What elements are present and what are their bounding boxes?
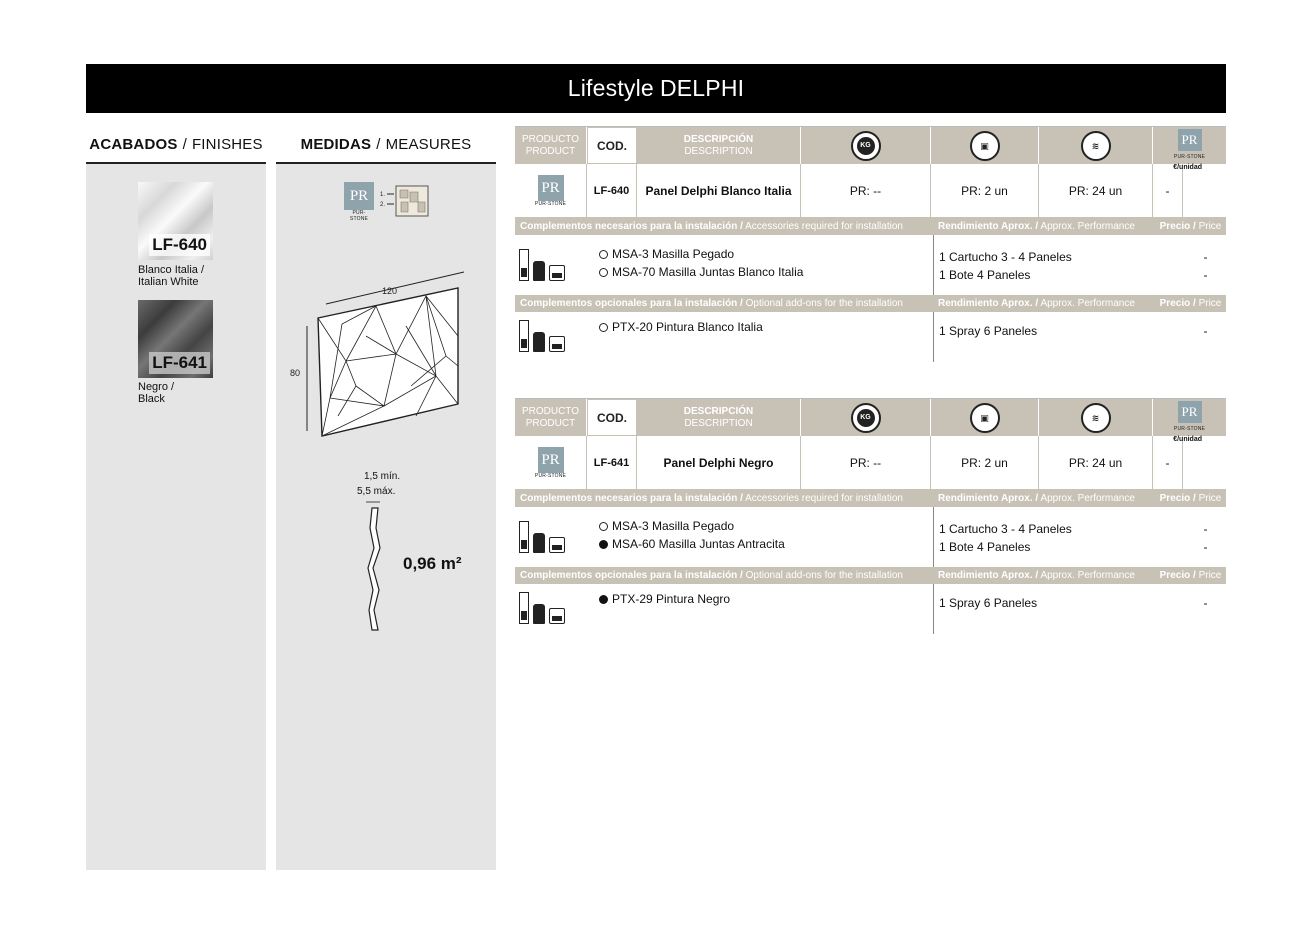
spray-icon: [533, 533, 545, 553]
product-pallet: PR: 24 un: [1039, 164, 1153, 217]
product-logo-cell: [515, 436, 587, 489]
radio-open-icon: [599, 522, 608, 531]
finish-swatch-white: [138, 182, 213, 260]
subheader-en: Approx. Performance: [1040, 221, 1135, 232]
callout-2: 2.: [380, 202, 386, 208]
required-subheader: [515, 218, 1226, 235]
pr-logo-icon: PR: [538, 447, 564, 473]
subheader-performance: [933, 221, 1155, 232]
paint-can-icon: [549, 537, 565, 553]
height-dimension: 80: [290, 368, 301, 378]
header-product-en: PRODUCT: [525, 145, 576, 157]
subheader-en: Approx. Performance: [1040, 493, 1135, 504]
subheader-es: Precio /: [1159, 221, 1196, 232]
list-item: [599, 590, 933, 608]
pr-logo-sub: PUR-STONE: [349, 210, 369, 222]
pr-logo-sub: PUR-STONE: [534, 200, 567, 207]
price-value: -: [1203, 324, 1208, 338]
subheader-performance: [933, 493, 1155, 504]
subheader-performance: [933, 298, 1155, 309]
measures-heading: [276, 126, 496, 164]
weight-icon-text: KG: [857, 137, 875, 155]
price-value: -: [1203, 268, 1208, 282]
pr-logo-sub: PUR-STONE: [1173, 153, 1206, 160]
product-code: LF-640: [587, 164, 637, 217]
price-value: -: [1203, 540, 1208, 554]
price-value: -: [1203, 596, 1208, 610]
product-price: -: [1153, 436, 1183, 489]
list-item: [599, 517, 933, 535]
radio-filled-icon: [599, 540, 608, 549]
header-weight: [801, 399, 931, 436]
cartridge-icon: [519, 521, 529, 553]
performance-value: 1 Bote 4 Paneles: [939, 268, 1031, 282]
performance-list: [933, 235, 1155, 295]
subheader-es: Precio /: [1159, 570, 1196, 581]
header-pallet: [1039, 127, 1153, 164]
header-weight: [801, 127, 931, 164]
accessory-name: MSA-60 Masilla Juntas Antracita: [612, 537, 785, 551]
subheader-price: [1155, 221, 1226, 232]
weight-icon: [851, 403, 881, 433]
heading-separator: /: [376, 135, 381, 153]
price-list: [1155, 235, 1226, 295]
subheader-en: Accessories required for installation: [745, 221, 903, 232]
thickness-max: 5,5 máx.: [357, 486, 396, 497]
optional-accessories: [515, 584, 1226, 634]
subheader-price: [1155, 570, 1226, 581]
product-row: [515, 164, 1226, 218]
pallet-icon: ≋: [1081, 403, 1111, 433]
header-product: [515, 127, 587, 164]
product-logo-cell: [515, 164, 587, 217]
subheader-es: Complementos opcionales para la instalación /: [520, 570, 743, 581]
required-accessories: [515, 235, 1226, 295]
finishes-heading-bold: ACABADOS: [89, 135, 178, 153]
subheader-es: Complementos opcionales para la instalación /: [520, 298, 743, 309]
subheader-en: Approx. Performance: [1040, 570, 1135, 581]
subheader-en: Price: [1198, 298, 1222, 309]
subheader-accessories: [515, 570, 933, 581]
optional-accessories: [515, 312, 1226, 362]
accessory-list: [599, 507, 933, 567]
performance-list: [933, 584, 1155, 634]
finish-label-line: Negro /: [138, 381, 175, 393]
performance-value: 1 Bote 4 Paneles: [939, 540, 1031, 554]
radio-open-icon: [599, 323, 608, 332]
empty-cell: [1183, 436, 1226, 489]
radio-open-icon: [599, 250, 608, 259]
empty-cell: [1183, 164, 1226, 217]
cartridge-icon: [519, 592, 529, 624]
profile-drawing: [360, 498, 390, 638]
weight-icon: [851, 131, 881, 161]
header-box: [931, 399, 1039, 436]
subheader-en: Price: [1198, 570, 1222, 581]
header-price: [1153, 399, 1226, 436]
radio-open-icon: [599, 268, 608, 277]
product-code: LF-641: [587, 436, 637, 489]
price-value: -: [1203, 250, 1208, 264]
page-title-bar: [86, 64, 1226, 113]
radio-filled-icon: [599, 595, 608, 604]
price-list: [1155, 312, 1226, 362]
product-price: -: [1153, 164, 1183, 217]
product-box: PR: 2 un: [931, 164, 1039, 217]
list-item: [599, 318, 933, 336]
table-header-row: [515, 126, 1226, 164]
title-light: Lifestyle: [567, 75, 654, 101]
weight-icon-text: KG: [857, 409, 875, 427]
subheader-es: Complementos necesarios para la instalación /: [520, 493, 743, 504]
callout-1: 1.: [380, 192, 386, 198]
finishes-heading: [86, 126, 266, 164]
product-weight: PR: --: [801, 436, 931, 489]
subheader-es: Rendimiento Aprox. /: [938, 493, 1039, 504]
header-product-es: PRODUCTO: [521, 133, 580, 145]
required-accessories: [515, 507, 1226, 567]
pallet-icon: ≋: [1081, 131, 1111, 161]
paint-can-icon: [549, 336, 565, 352]
list-item: [599, 263, 933, 281]
panel-drawing: [286, 266, 491, 446]
spray-icon: [533, 604, 545, 624]
material-logo: [344, 182, 374, 222]
performance-value: 1 Cartucho 3 - 4 Paneles: [939, 250, 1072, 264]
header-product-es: PRODUCTO: [521, 405, 580, 417]
accessory-name: PTX-29 Pintura Negro: [612, 592, 731, 606]
cartridge-icon: [519, 320, 529, 352]
header-product: [515, 399, 587, 436]
subheader-accessories: [515, 298, 933, 309]
header-box: [931, 127, 1039, 164]
finish-label-line: Blanco Italia /: [138, 264, 205, 276]
accessory-icons: [515, 507, 599, 567]
product-table-1: [515, 126, 1226, 362]
accessory-name: MSA-3 Masilla Pegado: [612, 247, 735, 261]
finish-label-line: Black: [138, 393, 165, 405]
subheader-es: Complementos necesarios para la instalación /: [520, 221, 743, 232]
performance-value: 1 Cartucho 3 - 4 Paneles: [939, 522, 1072, 536]
spray-icon: [533, 261, 545, 281]
required-subheader: [515, 490, 1226, 507]
header-description: [637, 127, 801, 164]
subheader-en: Approx. Performance: [1040, 298, 1135, 309]
list-item: [599, 535, 933, 553]
accessory-list: [599, 235, 933, 295]
width-dimension: 120: [382, 286, 398, 296]
pr-logo-icon: PR: [1178, 401, 1202, 423]
finish-code: LF-641: [149, 352, 210, 374]
area-value: 0,96 m²: [403, 554, 462, 573]
product-table-2: [515, 398, 1226, 634]
header-desc-en: DESCRIPTION: [684, 145, 753, 157]
product-box: PR: 2 un: [931, 436, 1039, 489]
pr-logo-sub: PUR-STONE: [534, 472, 567, 479]
accessory-list: [599, 312, 933, 362]
subheader-es: Rendimiento Aprox. /: [938, 570, 1039, 581]
header-desc-en: DESCRIPTION: [684, 417, 753, 429]
subheader-en: Accessories required for installation: [745, 493, 903, 504]
price-list: [1155, 584, 1226, 634]
finish-label-white: [138, 264, 204, 288]
accessory-name: MSA-70 Masilla Juntas Blanco Italia: [612, 265, 804, 279]
accessory-icons: [515, 312, 599, 362]
heading-separator: /: [182, 135, 187, 153]
thickness-min: 1,5 mín.: [364, 471, 401, 482]
measures-heading-bold: MEDIDAS: [300, 135, 372, 153]
finish-label-line: Italian White: [138, 276, 199, 288]
accessory-icons: [515, 584, 599, 634]
table-header-row: [515, 398, 1226, 436]
per-unit-label: €/unidad: [1173, 164, 1202, 171]
product-description: Panel Delphi Blanco Italia: [637, 164, 801, 217]
subheader-performance: [933, 570, 1155, 581]
optional-subheader: [515, 295, 1226, 312]
paint-can-icon: [549, 265, 565, 281]
header-price: [1153, 127, 1226, 164]
subheader-en: Optional add-ons for the installation: [745, 570, 903, 581]
header-cod: COD.: [587, 127, 637, 164]
layer-diagram-icon: [378, 184, 432, 220]
subheader-price: [1155, 298, 1226, 309]
subheader-en: Optional add-ons for the installation: [745, 298, 903, 309]
finish-label-black: [138, 381, 174, 405]
cartridge-icon: [519, 249, 529, 281]
accessory-icons: [515, 235, 599, 295]
subheader-en: Price: [1198, 221, 1222, 232]
paint-can-icon: [549, 608, 565, 624]
list-item: [599, 245, 933, 263]
product-description: Panel Delphi Negro: [637, 436, 801, 489]
subheader-es: Precio /: [1159, 493, 1196, 504]
product-weight: PR: --: [801, 164, 931, 217]
accessory-list: [599, 584, 933, 634]
accessory-name: PTX-20 Pintura Blanco Italia: [612, 320, 763, 334]
subheader-es: Rendimiento Aprox. /: [938, 221, 1039, 232]
price-value: -: [1203, 522, 1208, 536]
finish-swatch-black: [138, 300, 213, 378]
product-row: [515, 436, 1226, 490]
per-unit-label: €/unidad: [1173, 436, 1202, 443]
header-pallet: [1039, 399, 1153, 436]
subheader-es: Precio /: [1159, 298, 1196, 309]
performance-value: 1 Spray 6 Paneles: [939, 324, 1038, 338]
header-product-en: PRODUCT: [525, 417, 576, 429]
measures-heading-light: MEASURES: [385, 135, 472, 153]
header-desc-es: DESCRIPCIÓN: [683, 405, 754, 417]
subheader-accessories: [515, 221, 933, 232]
pr-logo-icon: PR: [344, 182, 374, 210]
subheader-accessories: [515, 493, 933, 504]
performance-list: [933, 312, 1155, 362]
finish-code: LF-640: [149, 234, 210, 256]
price-list: [1155, 507, 1226, 567]
pr-logo-sub: PUR-STONE: [1173, 425, 1206, 432]
box-icon: ▣: [970, 131, 1000, 161]
pr-logo-icon: PR: [538, 175, 564, 201]
product-pallet: PR: 24 un: [1039, 436, 1153, 489]
header-description: [637, 399, 801, 436]
performance-value: 1 Spray 6 Paneles: [939, 596, 1038, 610]
title-strong: DELPHI: [659, 75, 745, 101]
header-desc-es: DESCRIPCIÓN: [683, 133, 754, 145]
spray-icon: [533, 332, 545, 352]
measures-column: [276, 126, 496, 870]
finishes-heading-light: FINISHES: [191, 135, 263, 153]
header-cod: COD.: [587, 399, 637, 436]
subheader-price: [1155, 493, 1226, 504]
performance-list: [933, 507, 1155, 567]
optional-subheader: [515, 567, 1226, 584]
subheader-en: Price: [1198, 493, 1222, 504]
box-icon: ▣: [970, 403, 1000, 433]
accessory-name: MSA-3 Masilla Pegado: [612, 519, 735, 533]
pr-logo-icon: PR: [1178, 129, 1202, 151]
subheader-es: Rendimiento Aprox. /: [938, 298, 1039, 309]
finishes-column: [86, 126, 266, 870]
